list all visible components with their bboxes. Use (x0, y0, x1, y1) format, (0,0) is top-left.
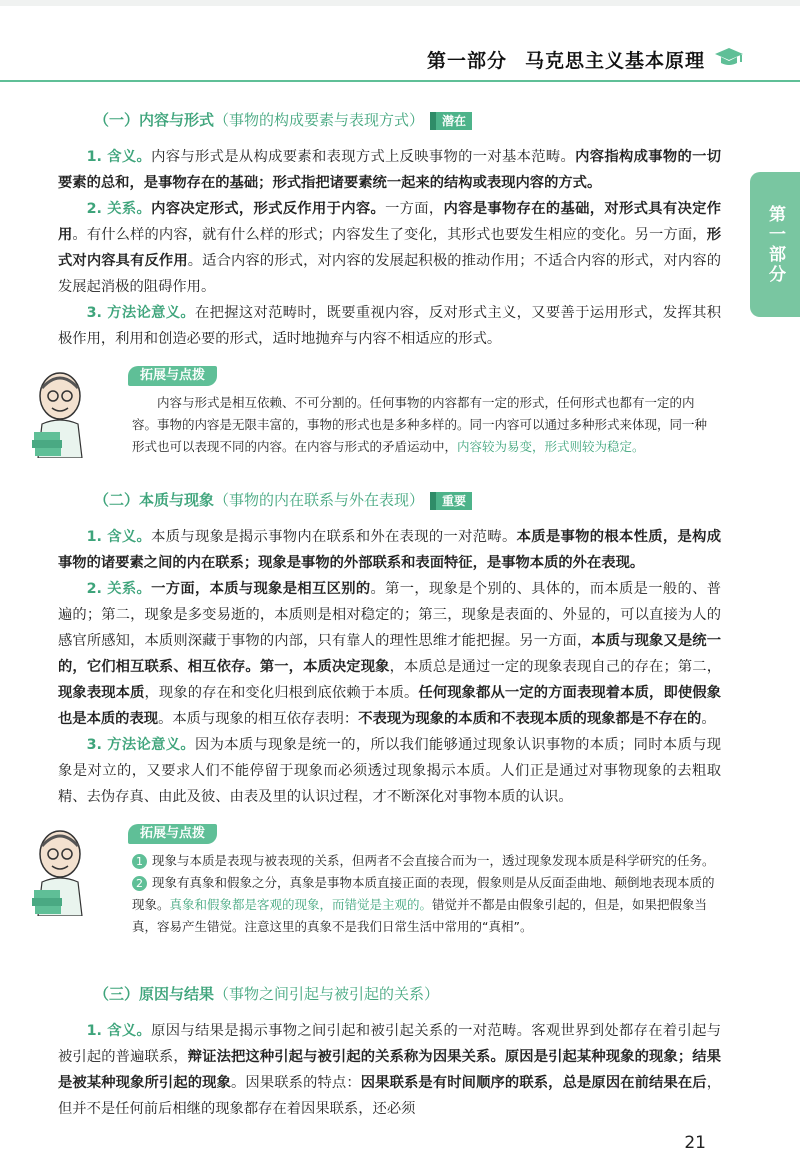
section-title-3: （三）原因与结果（事物之间引起与被引起的关系） (94, 985, 440, 1003)
tip-item-1: 1 现象与本质是表现与被表现的关系，但两者不会直接合而为一，透过现象发现本质是科学研究的任务。 (132, 850, 717, 872)
page-header (0, 0, 800, 85)
badge-potential: 潜在 (430, 112, 472, 130)
teacher-illustration-icon (30, 824, 98, 916)
section-title-1: （一）内容与形式（事物的构成要素与表现方式） 潜在 (94, 108, 721, 132)
tip-item-2: 2 现象有真象和假象之分，真象是事物本质直接正面的表现，假象则是从反面歪曲地、颠倒地表现本质的现象。真象和假象都是客观的现象，而错觉是主观的。错觉并不都是由假象引起的，但是，如果把假象当真，容易产生错觉。注意这里的真象不是我们日常生活中常用的“真相”。 (132, 875, 715, 934)
tip-text: 内容与形式是相互依赖、不可分割的。任何事物的内容都有一定的形式，任何形式也都有一定的内容。事物的内容是无限丰富的，事物的形式也是多种多样的。同一内容可以通过多种形式来体现，同一种形式也可以表现不同的内容。在内容与形式的矛盾运动中，内容较为易变，形式则较为稳定。 (132, 395, 708, 454)
tip-heading: 拓展与点拨 (128, 824, 217, 844)
page-content (58, 108, 721, 1122)
paragraph: 1. 含义。本质与现象是揭示事物内在联系和外在表现的一对范畴。本质是事物的根本性质，是构成事物的诸要素之间的内在联系；现象是事物的外部联系和表面特征，是事物本质的外在表现。 (58, 529, 722, 571)
section-title-2: （二）本质与现象（事物的内在联系与外在表现） 重要 (94, 488, 721, 512)
header-rule (0, 80, 800, 82)
paragraph: 2. 关系。内容决定形式，形式反作用于内容。一方面，内容是事物存在的基础，对形式具有决定作用。有什么样的内容，就有什么样的形式；内容发生了变化，其形式也要发生相应的变化。另一方面，形式对内容具有反作用。适合内容的形式，对内容的发展起积极的推动作用；不适合内容的形式，对内容的发展起消极的阻碍作用。 (58, 201, 722, 295)
graduation-cap-icon (714, 46, 744, 68)
running-header (427, 46, 705, 73)
paragraph: 3. 方法论意义。在把握这对范畴时，既要重视内容，反对形式主义，又要善于运用形式，发挥其积极作用，利用和创造必要的形式，适时地抛弃与内容不相适应的形式。 (58, 305, 721, 347)
tip-text (132, 850, 717, 938)
header-title: 马克思主义基本原理 (524, 50, 705, 72)
header-part: 第一部分 (426, 50, 507, 72)
teacher-illustration-icon (30, 366, 98, 458)
tip-box (58, 824, 721, 962)
paragraph: 1. 含义。原因与结果是揭示事物之间引起和被引起关系的一对范畴。客观世界到处都存在着引起与被引起的普遍联系，辩证法把这种引起与被引起的关系称为因果关系。原因是引起某种现象的现象；结果是被某种现象所引起的现象。因果联系的特点：因果联系是有时间顺序的联系，总是原因在前结果在后，但并不是任何前后相继的现象都存在着因果联系，还必须 (58, 1023, 722, 1117)
tip-heading: 拓展与点拨 (128, 366, 217, 386)
tip-box (58, 366, 721, 462)
page-number: 21 (684, 1133, 706, 1153)
side-tab: 第一部分 (750, 172, 800, 317)
badge-important: 重要 (430, 492, 472, 510)
paragraph: 3. 方法论意义。因为本质与现象是统一的，所以我们能够通过现象认识事物的本质；同时本质与现象是对立的，又要求人们不能停留于现象而必须透过现象揭示本质。人们正是通过对事物现象的去粗取精、去伪存真、由此及彼、由表及里的认识过程，才不断深化对事物本质的认识。 (58, 737, 721, 805)
paragraph: 2. 关系。一方面，本质与现象是相互区别的。第一，现象是个别的、具体的，而本质是一般的、普遍的；第二，现象是多变易逝的，本质则是相对稳定的；第三，现象是表面的、外显的，可以直接为人的感官所感知，本质则深藏于事物的内部，只有靠人的理性思维才能把握。另一方面，本质与现象又是统一的，它们相互联系、相互依存。第一，本质决定现象，本质总是通过一定的现象表现自己的存在；第二，现象表现本质，现象的存在和变化归根到底依赖于本质。任何现象都从一定的方面表现着本质，即使假象也是本质的表现。本质与现象的相互依存表明：不表现为现象的本质和不表现本质的现象都是不存在的。 (58, 581, 722, 727)
paragraph: 1. 含义。内容与形式是从构成要素和表现方式上反映事物的一对基本范畴。内容指构成事物的一切要素的总和，是事物存在的基础；形式指把诸要素统一起来的结构或表现内容的方式。 (58, 149, 722, 191)
top-strip (0, 0, 800, 6)
